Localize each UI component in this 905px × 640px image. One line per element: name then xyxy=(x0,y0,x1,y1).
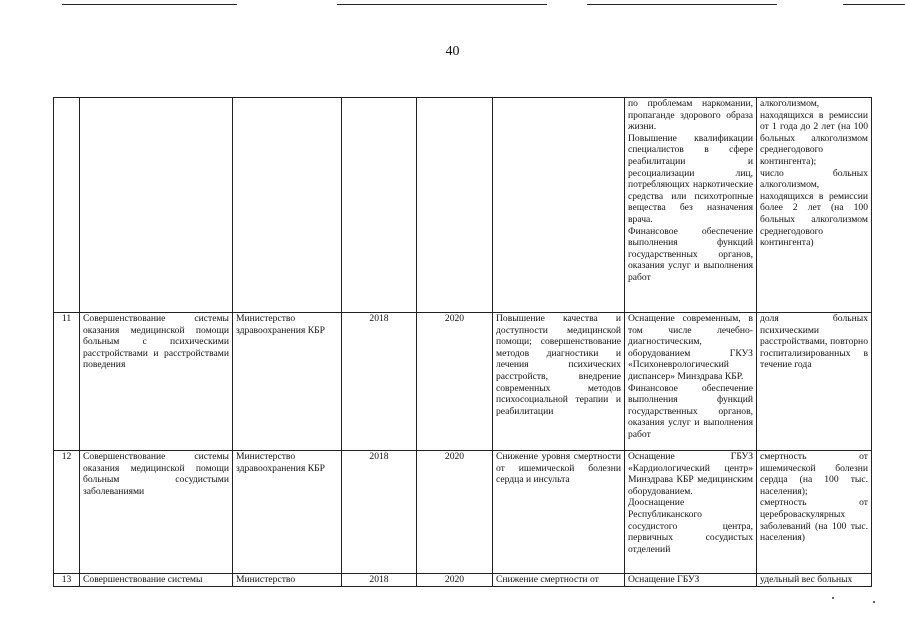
end-year-cell xyxy=(417,574,493,587)
cell-text: Повышение качества и доступности медицинской помощи; совершенствование методов диагностики и лечения психических расстройств, внедрение современных методов психосоциальной терапии и реабилитации xyxy=(496,313,621,417)
table-row xyxy=(54,451,872,574)
measures-cell xyxy=(625,313,757,451)
cell-paragraph: алкоголизмом, находящихся в ремиссии от 1 года до 2 лет (на 100 больных алкоголизмом среднегодового контингента); xyxy=(760,98,868,167)
cell-text: Министерство здравоохранения КБР xyxy=(236,313,325,336)
cell-text: Совершенствование системы xyxy=(83,574,203,585)
task-name-cell xyxy=(80,98,233,313)
expected-result-cell xyxy=(493,451,625,574)
scan-artifact-line xyxy=(843,4,905,5)
start-year-cell xyxy=(342,313,417,451)
cell-text: 2018 xyxy=(369,574,389,585)
executor-cell xyxy=(233,313,342,451)
cell-text: 2020 xyxy=(444,451,465,462)
page-number: 40 xyxy=(445,44,460,59)
expected-result-cell xyxy=(493,574,625,587)
end-year-cell xyxy=(417,451,493,574)
executor-cell xyxy=(233,98,342,313)
cell-paragraph: смертность от ишемической болезни сердца (на 100 тыс. населения); xyxy=(760,451,868,497)
scan-artifact-line xyxy=(337,4,547,5)
indicator-cell xyxy=(757,313,872,451)
cell-text: 2018 xyxy=(369,451,389,462)
cell-text: 2020 xyxy=(444,313,465,324)
measures-cell xyxy=(625,98,757,313)
cell-paragraph: Оснащение современным, в том числе лечебно-диагностическим, оборудованием ГКУЗ «Психоневрологический диспансер» Минздрава КБР. xyxy=(628,313,753,382)
task-name-cell xyxy=(80,451,233,574)
indicator-cell xyxy=(757,451,872,574)
cell-paragraph: смертность от цереброваскулярных заболеваний (на 100 тыс. населения) xyxy=(760,497,868,544)
program-table xyxy=(53,97,872,587)
scan-artifact-line xyxy=(62,4,237,5)
cell-text: Министерство здравоохранения КБР xyxy=(236,451,325,474)
cell-paragraph: Финансовое обеспечение выполнения функций государственных органов, оказания услуг и выполнения работ xyxy=(628,225,753,283)
cell-paragraph: по проблемам наркомании, пропаганде здорового образа жизни. xyxy=(628,98,753,133)
scan-speck xyxy=(832,597,834,599)
executor-cell xyxy=(233,451,342,574)
indicator-cell xyxy=(757,98,872,313)
cell-paragraph: удельный вес больных xyxy=(760,574,853,585)
cell-text: 11 xyxy=(61,313,72,324)
start-year-cell xyxy=(342,98,417,313)
table-row xyxy=(54,574,872,587)
measures-cell xyxy=(625,574,757,587)
cell-paragraph: доля больных психическими расстройствами, повторно госпитализированных в течение года xyxy=(760,313,868,371)
cell-paragraph: Дооснащение Республиканского сосудистого центра, первичных сосудистых отделений xyxy=(628,497,753,555)
cell-text: Совершенствование системы оказания медицинской помощи больным с психическими расстройствами и расстройствами поведения xyxy=(83,313,229,371)
cell-text: Совершенствование системы оказания медицинской помощи больным сосудистыми заболеваниями xyxy=(83,451,229,497)
cell-paragraph: число больных алкоголизмом, находящихся в ремиссии более 2 лет (на 100 больных алкоголизмом среднегодового контингента) xyxy=(760,167,868,249)
row-number-cell xyxy=(54,313,80,451)
table-row xyxy=(54,313,872,451)
cell-paragraph: Оснащение ГБУЗ xyxy=(628,574,700,585)
cell-paragraph: Оснащение ГБУЗ «Кардиологический центр» Минздрава КБР медицинским оборудованием. xyxy=(628,451,753,497)
start-year-cell xyxy=(342,574,417,587)
scan-speck xyxy=(873,601,875,603)
end-year-cell xyxy=(417,98,493,313)
row-number-cell xyxy=(54,451,80,574)
indicator-cell xyxy=(757,574,872,587)
expected-result-cell xyxy=(493,98,625,313)
row-number-cell xyxy=(54,574,80,587)
start-year-cell xyxy=(342,451,417,574)
cell-text: 12 xyxy=(61,451,72,462)
end-year-cell xyxy=(417,313,493,451)
expected-result-cell xyxy=(493,313,625,451)
measures-cell xyxy=(625,451,757,574)
cell-paragraph: Повышение квалификации специалистов в сфере реабилитации и ресоциализации лиц, потребляющих наркотические средства или психотропные вещества без назначения врача. xyxy=(628,132,753,225)
scan-artifact-line xyxy=(587,4,777,5)
task-name-cell xyxy=(80,313,233,451)
cell-text: Министерство xyxy=(236,574,296,585)
cell-text: 13 xyxy=(61,574,72,585)
row-number-cell xyxy=(54,98,80,313)
cell-text: 2020 xyxy=(444,574,465,585)
cell-text: 2018 xyxy=(369,313,389,324)
cell-text: Снижение уровня смертности от ишемической болезни сердца и инсульта xyxy=(496,451,621,486)
executor-cell xyxy=(233,574,342,587)
cell-paragraph: Финансовое обеспечение выполнения функций государственных органов, оказания услуг и выполнения работ xyxy=(628,382,753,440)
task-name-cell xyxy=(80,574,233,587)
table-row xyxy=(54,98,872,313)
cell-text: Снижение смертности от xyxy=(496,574,599,585)
